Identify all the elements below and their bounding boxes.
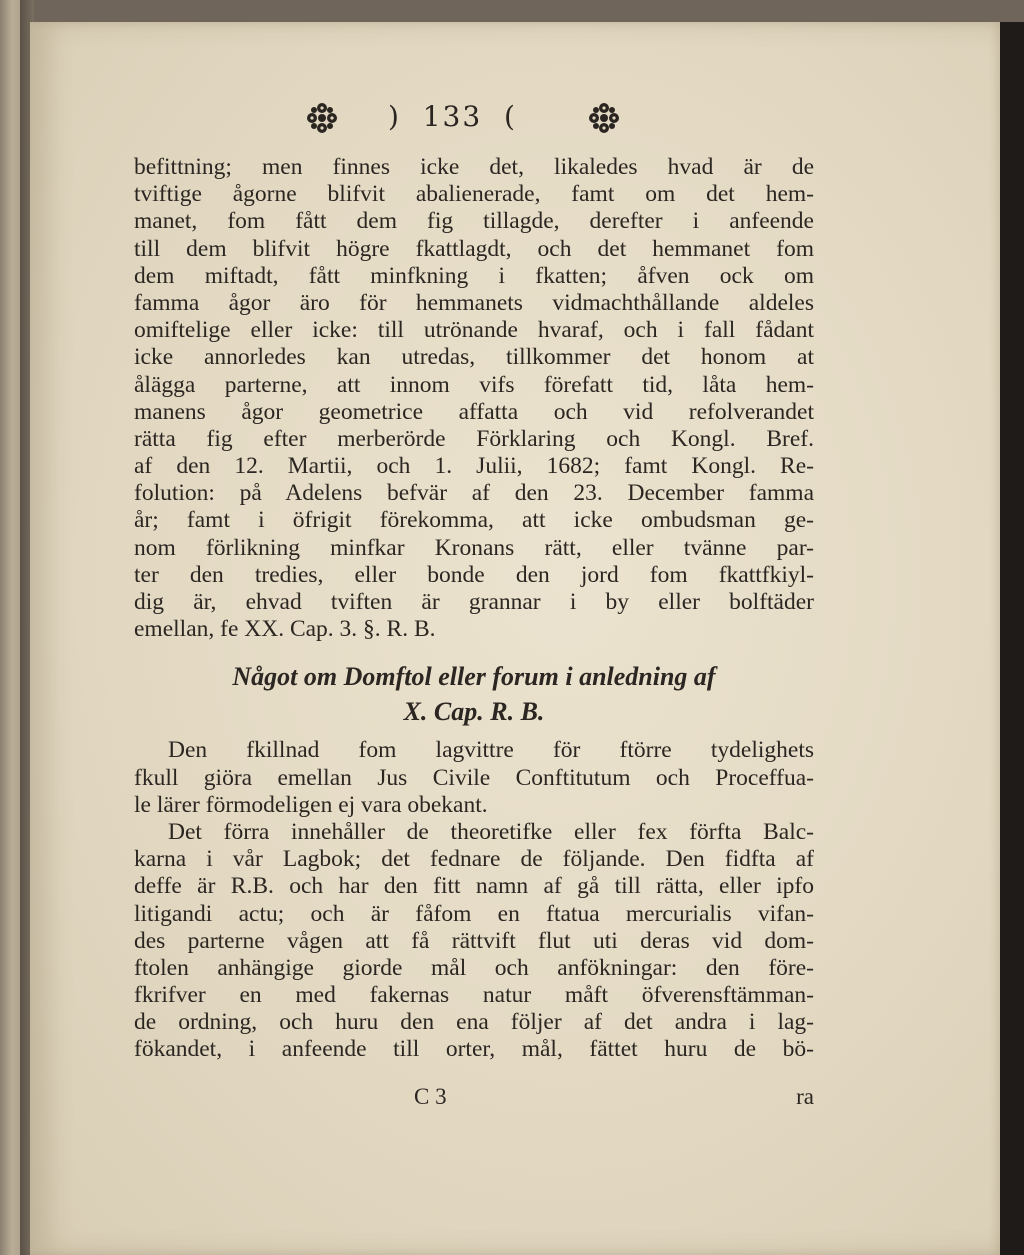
text-line: deffe är R.B. och har den fitt namn af gå till rätta, eller ipfo	[134, 873, 814, 900]
text-line: fkull giöra emellan Jus Civile Conftitutum och Proceffua-	[134, 764, 814, 791]
floral-ornament-icon	[306, 102, 338, 134]
page-body	[134, 154, 814, 1064]
text-line: litigandi actu; och är fåfom en ftatua mercurialis vifan-	[134, 900, 814, 927]
text-line: de ordning, och huru den ena följer af det andra i lag-	[134, 1009, 814, 1036]
page-footer	[134, 1084, 814, 1114]
section-paragraphs	[134, 737, 814, 1063]
text-line: Den fkillnad fom lagvittre för ftörre tydelighets	[168, 737, 814, 764]
text-line: Det förra innehåller de theoretifke eller fex förfta Balc-	[168, 818, 814, 845]
paragraph-continued	[134, 154, 814, 643]
text-line: emellan, fe XX. Cap. 3. §. R. B.	[134, 616, 436, 643]
text-line: manet, fom fått dem fig tillagde, derefter i anfeende	[134, 208, 814, 235]
text-line: karna i vår Lagbok; det fednare de följande. Den fidfta af	[134, 846, 814, 873]
text-line: des parterne vågen att få rättvift flut uti deras vid dom-	[134, 927, 814, 954]
text-line: nom förlikning minfkar Kronans rätt, eller tvänne par-	[134, 534, 814, 561]
text-line: af den 12. Martii, och 1. Julii, 1682; famt Kongl. Re-	[134, 453, 814, 480]
heading-line: X. Cap. R. B.	[403, 697, 545, 727]
text-line: ålägga parterne, att innom vifs förefatt tid, låta hem-	[134, 371, 814, 398]
text-line: rätta fig efter merberörde Förklaring och Kongl. Bref.	[134, 425, 814, 452]
page-right-edge	[1000, 22, 1024, 1255]
text-line: ftolen anhängige giorde mål och anfökningar: den före-	[134, 954, 814, 981]
text-line: icke annorledes kan utredas, tillkommer det honom at	[134, 344, 814, 371]
text-line: befittning; men finnes icke det, likaledes hvad är de	[134, 154, 814, 180]
text-line: år; famt i öfrigit förekomma, att icke ombudsman ge-	[134, 507, 814, 534]
page-number: ) 133 (	[388, 100, 517, 133]
text-line: tviftige ågorne blifvit abalienerade, famt om det hem-	[134, 181, 814, 208]
catchword: ra	[796, 1084, 814, 1109]
section-heading	[134, 659, 814, 729]
text-line: le lärer förmodeligen ej vara obekant.	[134, 791, 488, 818]
text-line: omiftelige eller icke: till utrönande hvaraf, och i fall fådant	[134, 317, 814, 344]
heading-line: Något om Domftol eller forum i anledning af	[232, 662, 716, 692]
running-header	[296, 98, 636, 144]
text-line: fkrifver en med fakernas natur måft öfverensftämman-	[134, 982, 814, 1009]
text-line: dig är, ehvad tviften är grannar i by eller bolftäder	[134, 589, 814, 615]
text-line: manens ågor geometrice affatta och vid refolverandet	[134, 398, 814, 425]
text-line: folution: på Adelens befvär af den 23. December famma	[134, 480, 814, 507]
text-line: fökandet, i anfeende till orter, mål, fättet huru de bö-	[134, 1036, 814, 1063]
text-line: famma ågor äro för hemmanets vidmachthållande aldeles	[134, 289, 814, 316]
text-line: till dem blifvit högre fkattlagdt, och det hemmanet fom	[134, 235, 814, 262]
signature-mark: C 3	[414, 1084, 447, 1109]
text-line: ter den tredies, eller bonde den jord fom fkattfkiyl-	[134, 561, 814, 588]
floral-ornament-icon	[588, 102, 620, 134]
text-line: dem miftadt, fått minfkning i fkatten; åfven ock om	[134, 262, 814, 289]
